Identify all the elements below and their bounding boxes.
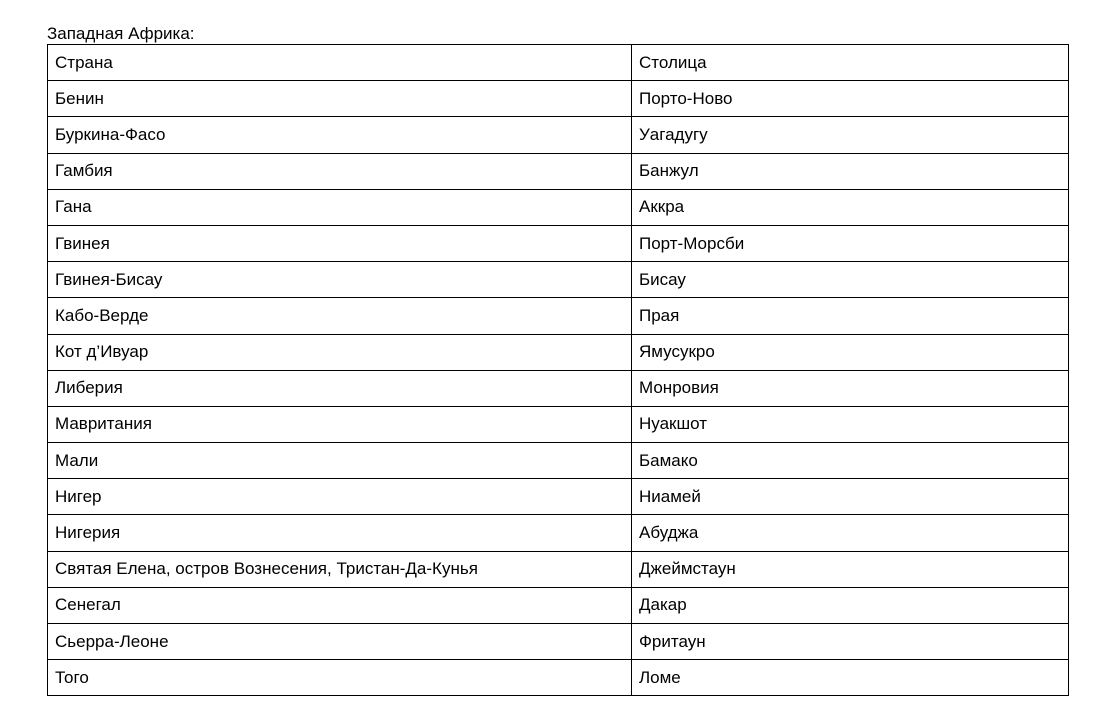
table-row (48, 117, 1069, 153)
country-cell: Того (48, 660, 632, 696)
countries-capitals-table (47, 44, 1069, 696)
table-row (48, 624, 1069, 660)
country-cell: Святая Елена, остров Вознесения, Тристан-Да-Кунья (48, 551, 632, 587)
capital-cell: Прая (632, 298, 1069, 334)
table-row (48, 298, 1069, 334)
capital-cell: Нуакшот (632, 406, 1069, 442)
table-row (48, 370, 1069, 406)
table-row (48, 225, 1069, 261)
capital-cell: Уагадугу (632, 117, 1069, 153)
table-row (48, 587, 1069, 623)
capital-cell: Ниамей (632, 479, 1069, 515)
country-cell: Бенин (48, 81, 632, 117)
capital-cell: Порто-Ново (632, 81, 1069, 117)
table-row (48, 189, 1069, 225)
country-cell: Гвинея-Бисау (48, 262, 632, 298)
capital-cell: Бисау (632, 262, 1069, 298)
table-row (48, 479, 1069, 515)
capital-cell: Порт-Морсби (632, 225, 1069, 261)
table-row (48, 262, 1069, 298)
country-cell: Гамбия (48, 153, 632, 189)
country-cell: Кот д’Ивуар (48, 334, 632, 370)
capital-cell: Абуджа (632, 515, 1069, 551)
table-row (48, 153, 1069, 189)
table-header-row (48, 45, 1069, 81)
country-cell: Кабо-Верде (48, 298, 632, 334)
capital-cell: Бамако (632, 443, 1069, 479)
capital-cell: Дакар (632, 587, 1069, 623)
capital-cell: Банжул (632, 153, 1069, 189)
header-cell-capital: Столица (632, 45, 1069, 81)
country-cell: Сьерра-Леоне (48, 624, 632, 660)
capital-cell: Монровия (632, 370, 1069, 406)
table-row (48, 406, 1069, 442)
table-row (48, 515, 1069, 551)
table-row (48, 81, 1069, 117)
country-cell: Буркина-Фасо (48, 117, 632, 153)
country-cell: Гана (48, 189, 632, 225)
capital-cell: Аккра (632, 189, 1069, 225)
country-cell: Гвинея (48, 225, 632, 261)
capital-cell: Джеймстаун (632, 551, 1069, 587)
capital-cell: Ямусукро (632, 334, 1069, 370)
capital-cell: Ломе (632, 660, 1069, 696)
table-row (48, 551, 1069, 587)
capital-cell: Фритаун (632, 624, 1069, 660)
country-cell: Мавритания (48, 406, 632, 442)
country-cell: Либерия (48, 370, 632, 406)
table-row (48, 334, 1069, 370)
country-cell: Нигерия (48, 515, 632, 551)
country-cell: Нигер (48, 479, 632, 515)
country-cell: Сенегал (48, 587, 632, 623)
document-heading: Западная Африка: (47, 24, 195, 43)
header-cell-country: Страна (48, 45, 632, 81)
table-row (48, 660, 1069, 696)
table-row (48, 443, 1069, 479)
country-cell: Мали (48, 443, 632, 479)
